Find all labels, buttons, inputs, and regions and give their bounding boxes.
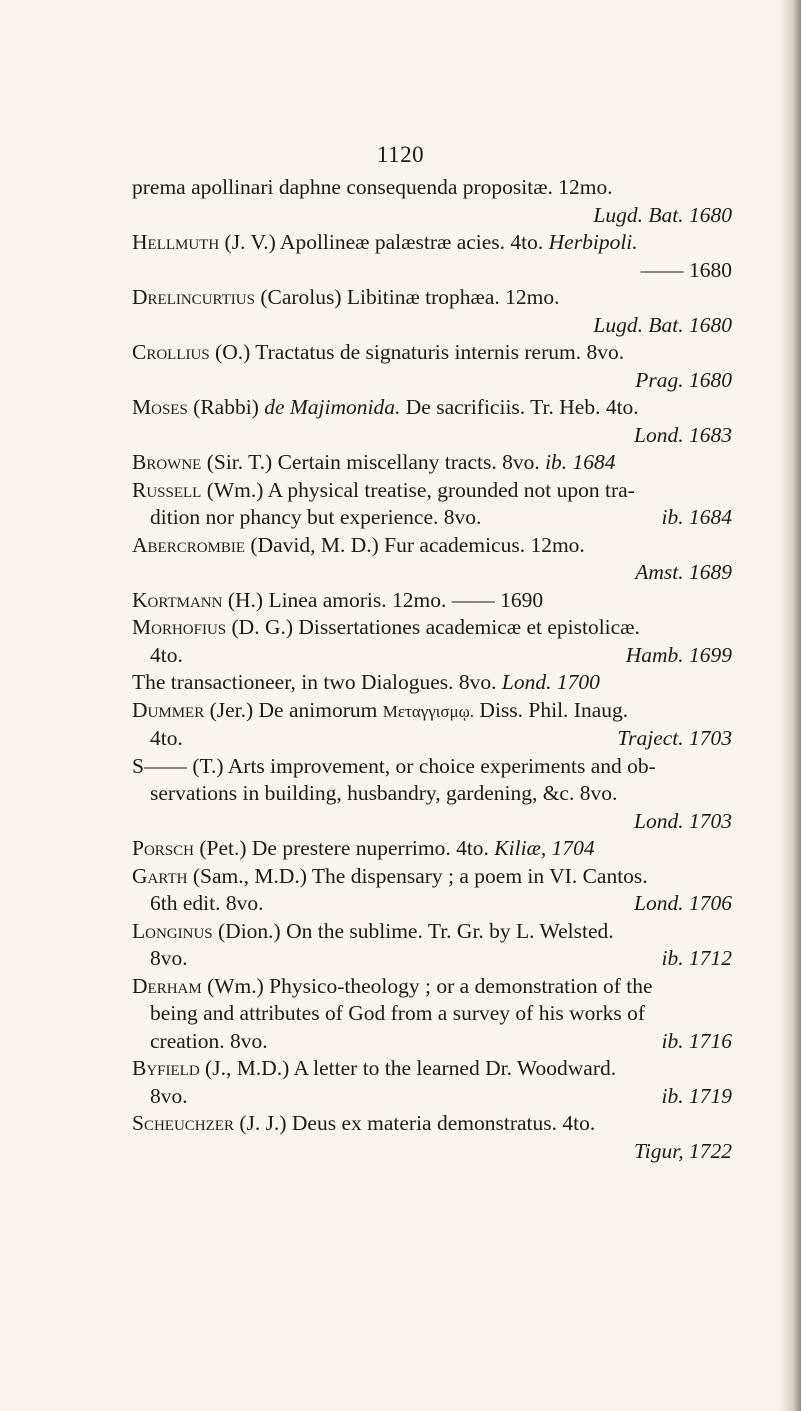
entry-place: Herbipoli. bbox=[548, 230, 638, 254]
list-item bbox=[132, 532, 732, 587]
entry-imprint: Lond. 1700 bbox=[501, 670, 600, 694]
entry-text: (H.) Linea amoris. 12mo. bbox=[222, 587, 447, 612]
entry-text: (Wm.) Physico-theology ; or a demonstration of the bbox=[201, 973, 653, 998]
entry-text: servations in building, husbandry, gardening, &c. 8vo. bbox=[150, 781, 618, 805]
entry-text: being and attributes of God from a survey of his works of bbox=[150, 1001, 645, 1025]
bibliography-list bbox=[132, 174, 732, 1165]
entry-text: (Dion.) On the sublime. Tr. Gr. by L. Welsted. bbox=[212, 918, 614, 943]
page-number: 1120 bbox=[376, 142, 425, 167]
entry-imprint: Lond. 1683 bbox=[634, 422, 732, 447]
entry-text: (Rabbi) bbox=[187, 395, 265, 419]
entry-imprint: ib. 1716 bbox=[661, 1028, 732, 1053]
entry-text: Tractatus de signaturis internis rerum. 8vo. bbox=[250, 340, 625, 364]
entry-title-italic: de Majimonida. bbox=[264, 395, 401, 419]
entry-imprint: Lond. 1703 bbox=[634, 808, 732, 833]
list-item bbox=[132, 753, 732, 836]
list-item bbox=[132, 697, 732, 753]
entry-author: Byfield bbox=[132, 1056, 200, 1080]
list-item bbox=[132, 918, 732, 973]
entry-author: Morhofius bbox=[132, 615, 227, 639]
entry-imprint: Tigur, 1722 bbox=[634, 1138, 732, 1163]
entry-imprint: ib. 1684 bbox=[661, 505, 732, 529]
entry-author: Porsch bbox=[132, 836, 194, 860]
entry-author: Garth bbox=[132, 863, 188, 888]
entry-text: (Sir. T.) Certain miscellany tracts. 8vo. bbox=[201, 450, 540, 474]
list-item bbox=[132, 229, 732, 284]
entry-author: Drelincurtius bbox=[132, 285, 255, 309]
entry-text: Apollineæ palæstræ acies. 4to. bbox=[275, 230, 549, 254]
entry-text: 8vo. bbox=[150, 946, 188, 970]
entry-text: (D. G.) Dissertationes academicæ et epistolicæ. bbox=[226, 615, 640, 639]
list-item bbox=[132, 477, 732, 532]
entry-greek-word: Μεταγγισμῳ. bbox=[382, 701, 475, 721]
entry-author: Dummer bbox=[132, 697, 205, 722]
entry-imprint: Lugd. Bat. 1680 bbox=[593, 312, 732, 337]
entry-text: Diss. Phil. Inaug. bbox=[474, 697, 629, 722]
entry-author: Hellmuth (J. V.) bbox=[132, 230, 276, 254]
list-item bbox=[132, 835, 732, 863]
entry-imprint: ib. 1712 bbox=[661, 946, 732, 970]
list-item bbox=[132, 1055, 732, 1110]
entry-text: (David, M. D.) Fur academicus. 12mo. bbox=[245, 532, 585, 557]
entry-text: dition nor phancy but experience. 8vo. bbox=[150, 505, 482, 529]
entry-imprint: —— 1690 bbox=[451, 587, 544, 612]
entry-text: (Pet.) De prestere nuperrimo. 4to. bbox=[193, 836, 489, 860]
entry-imprint: Lugd. Bat. 1680 bbox=[593, 202, 732, 227]
entry-text: 6th edit. 8vo. bbox=[150, 891, 264, 915]
entry-imprint: Traject. 1703 bbox=[617, 726, 732, 750]
entry-imprint: Kiliæ, 1704 bbox=[494, 836, 595, 860]
entry-text: 8vo. bbox=[150, 1083, 188, 1108]
entry-text: prema apollinari daphne consequenda propositæ. 12mo. bbox=[132, 175, 613, 199]
entry-text: creation. 8vo. bbox=[150, 1028, 268, 1053]
list-item bbox=[132, 669, 732, 697]
list-item bbox=[132, 863, 732, 918]
entry-text: De sacrificiis. Tr. Heb. 4to. bbox=[400, 395, 639, 419]
list-item bbox=[132, 284, 732, 339]
list-item bbox=[132, 1110, 732, 1165]
entry-imprint: Prag. 1680 bbox=[635, 367, 732, 392]
entry-text: S—— (T.) Arts improvement, or choice experiments and ob- bbox=[132, 753, 656, 778]
entry-imprint: Lond. 1706 bbox=[634, 891, 732, 915]
entry-text: (Carolus) Libitinæ trophæa. 12mo. bbox=[254, 285, 560, 309]
entry-text: (Sam., M.D.) The dispensary ; a poem in VI. Cantos. bbox=[187, 863, 648, 888]
entry-imprint: Amst. 1689 bbox=[635, 560, 732, 584]
entry-text: 4to. bbox=[150, 726, 183, 750]
list-item bbox=[132, 174, 732, 229]
list-item bbox=[132, 339, 732, 394]
page-edge-shadow bbox=[779, 0, 801, 1411]
entry-imprint: ib. 1719 bbox=[661, 1083, 732, 1108]
entry-author: Crollius (O.) bbox=[132, 340, 251, 364]
entry-text: (J., M.D.) A letter to the learned Dr. Woodward. bbox=[199, 1056, 617, 1080]
list-item bbox=[132, 614, 732, 669]
entry-author: Longinus bbox=[132, 918, 213, 943]
entry-author: Abercrombie bbox=[132, 532, 246, 557]
entry-imprint: —— 1680 bbox=[640, 257, 732, 282]
entry-imprint: Hamb. 1699 bbox=[625, 642, 732, 667]
entry-imprint: ib. 1684 bbox=[545, 450, 616, 474]
entry-author: Derham bbox=[132, 973, 202, 998]
list-item bbox=[132, 587, 732, 615]
entry-author: Scheuchzer bbox=[132, 1111, 234, 1135]
entry-author: Russell bbox=[132, 477, 202, 502]
list-item bbox=[132, 973, 732, 1056]
entry-text: (Wm.) A physical treatise, grounded not upon tra- bbox=[201, 477, 635, 502]
entry-text: The transactioneer, in two Dialogues. 8vo. bbox=[132, 670, 497, 694]
entry-text: (Jer.) De animorum bbox=[204, 697, 383, 722]
entry-author: Browne bbox=[132, 450, 202, 474]
entry-text: 4to. bbox=[150, 642, 183, 667]
entry-author: Moses bbox=[132, 395, 188, 419]
list-item bbox=[132, 449, 732, 477]
entry-author: Kortmann bbox=[132, 587, 223, 612]
list-item bbox=[132, 394, 732, 449]
entry-text: (J. J.) Deus ex materia demonstratus. 4to. bbox=[233, 1111, 596, 1135]
